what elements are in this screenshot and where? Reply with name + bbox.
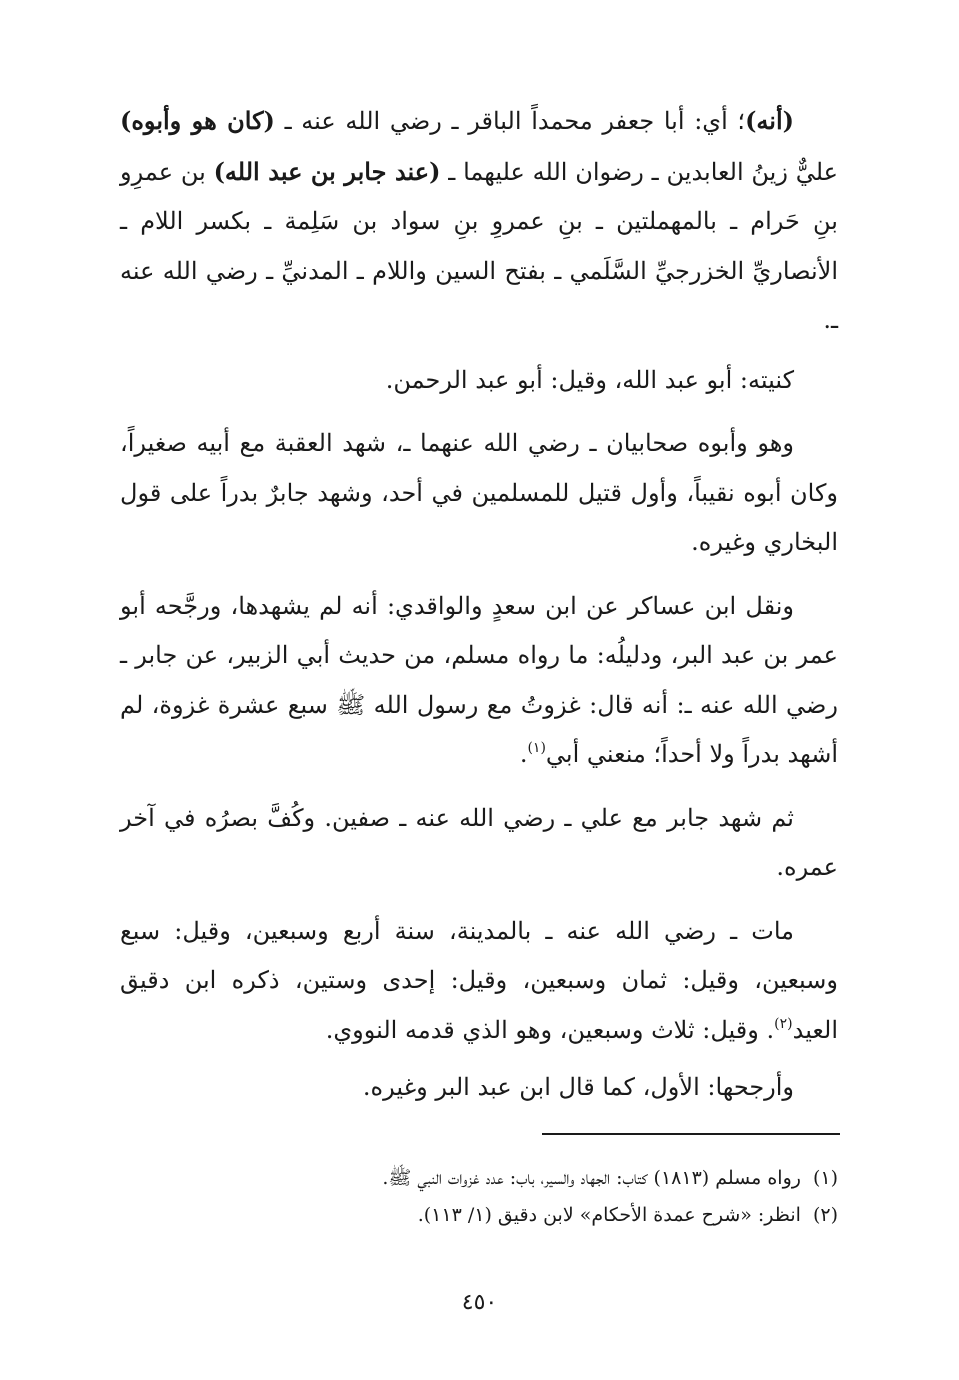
footnote-number: (١) bbox=[812, 1167, 838, 1189]
main-text bbox=[120, 96, 838, 1127]
matn-phrase-anhu: (أنه) bbox=[745, 106, 794, 135]
commentary-text: عليٌّ زينُ العابدين ـ رضوان الله عليهما ـ bbox=[440, 157, 838, 186]
paragraph-companions: وهو وأبوه صحابيان ـ رضي الله عنهما ـ، شهد العقبة مع أبيه صغيراً، وكان أبوه نقيباً، وأول قتيل للمسلمين في أحد، وشهد جابرٌ بدراً على قول البخاري وغيره. bbox=[120, 429, 838, 556]
footnote-2 bbox=[120, 1197, 838, 1234]
footnote-separator bbox=[542, 1133, 840, 1135]
matn-phrase-kana-huwa-wa-abuhu: (كان هو وأبوه) bbox=[120, 106, 275, 135]
footnote-1 bbox=[120, 1160, 838, 1197]
paragraph-kunya: كنيته: أبو عبد الله، وقيل: أبو عبد الرحمن. bbox=[385, 365, 794, 394]
footnotes bbox=[120, 1160, 838, 1234]
footnote-text: انظر: «شرح عمدة الأحكام» لابن دقيق (١/ ١١٣). bbox=[417, 1204, 801, 1226]
paragraph-tail: . bbox=[519, 740, 528, 768]
page-number: ٤٥٠ bbox=[461, 1290, 498, 1315]
paragraph-text: ونقل ابن عساكر عن ابن سعدٍ والواقدي: أنه لم يشهدها، ورجَّحه أبو عمر بن عبد البر، ودليلُه: ما رواه مسلم، من حديث أبي الزبير، عن جابر ـ رضي الله عنه ـ: أنه قال: غزوتُ مع رسول الله ﷺ سبع عشرة غزوة، لم أشهد بدراً ولا أحداً؛ منعني أبي bbox=[120, 591, 838, 768]
paragraph-death bbox=[120, 907, 838, 1056]
footnote-text: رواه مسلم (١٨١٣) كتاب: الجهاد والسير، باب: عدد غزوات النبي ﷺ. bbox=[382, 1167, 801, 1189]
matn-phrase-inda-jabir: (عند جابر بن عبد الله) bbox=[213, 156, 441, 186]
commentary-text: بن عمرِو بنِ حَرام ـ بالمهملتين ـ بنِ عمروِ بنِ سواد بن سَلِمة ـ بكسر اللام ـ الأنصاريِّ الخزرجيِّ السَّلَمي ـ بفتح السين واللام ـ المدنيِّ ـ رضي الله عنه ـ. bbox=[120, 157, 838, 334]
paragraph-text: مات ـ رضي الله عنه ـ بالمدينة، سنة أربع وسبعين، وقيل: سبع وسبعين، وقيل: ثمان وسبعين، وقيل: إحدى وستين، ذكره ابن دقيق العيد bbox=[120, 916, 839, 1044]
paragraph-siffin: ثم شهد جابر مع علي ـ رضي الله عنه ـ صفين. وكُفَّ بصرُه في آخر عمره. bbox=[120, 803, 838, 881]
paragraph-narrator bbox=[120, 96, 838, 346]
paragraph-tail: . وقيل: ثلاث وسبعين، وهو الذي قدمه النووي. bbox=[325, 1015, 775, 1044]
footnote-ref-2: (٢) bbox=[774, 1015, 793, 1032]
commentary-text: ؛ أي: أبا جعفر محمداً الباقر ـ رضي الله عنه ـ bbox=[274, 107, 746, 135]
paragraph-badr-dispute bbox=[120, 582, 838, 780]
paragraph-preferred-opinion: وأرجحها: الأول، كما قال ابن عبد البر وغيره. bbox=[362, 1073, 794, 1101]
footnote-ref-1: (١) bbox=[527, 740, 546, 756]
footnote-number: (٢) bbox=[812, 1204, 838, 1226]
